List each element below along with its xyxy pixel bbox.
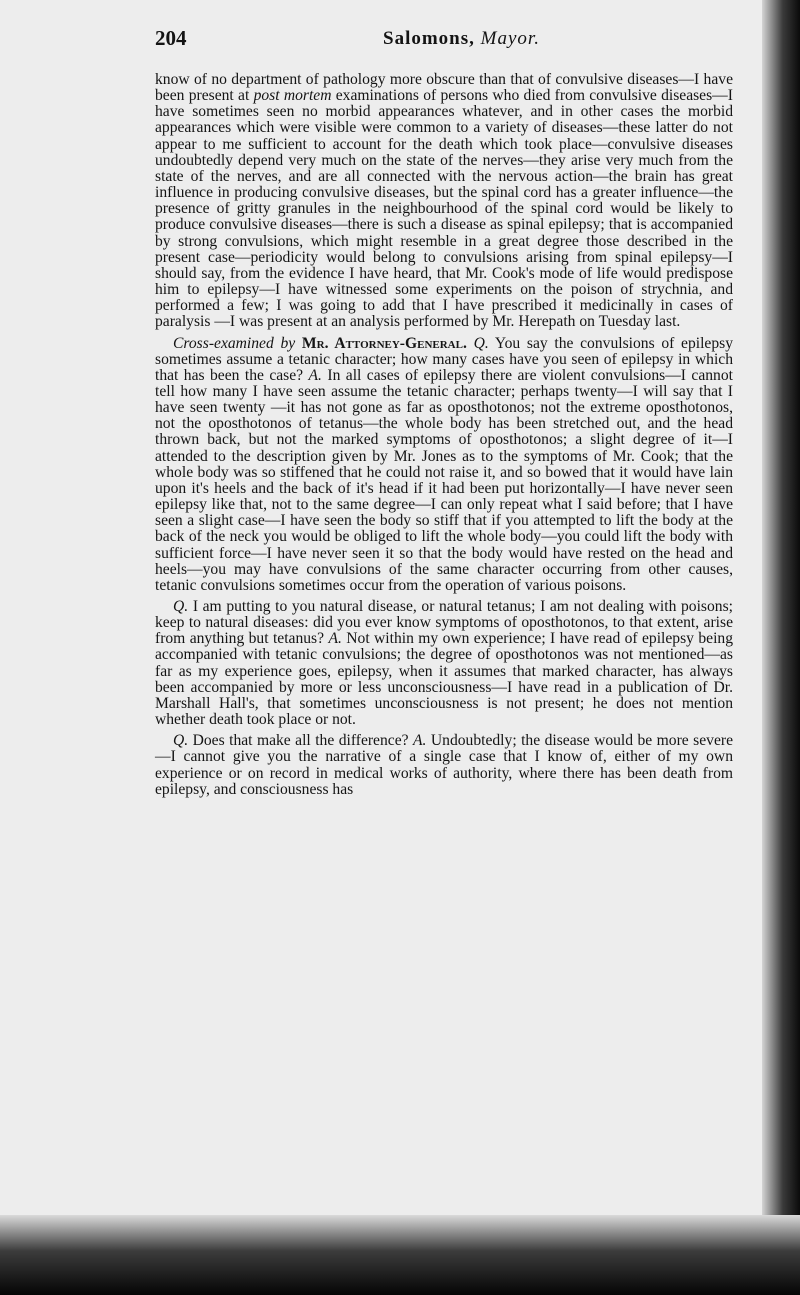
text-span: You say the convulsions of epilepsy sometimes assume a tetanic character; how many cases have you seen of epilepsy in which that has been the case? xyxy=(155,334,734,384)
italic-text: Cross-examined by xyxy=(173,334,296,352)
question-marker: Q. xyxy=(473,334,489,352)
running-title-role: Mayor. xyxy=(480,28,540,49)
paragraph-4 xyxy=(155,733,733,798)
text-span: Undoubtedly; the disease would be more severe—I cannot give you the narrative of a single case that I know of, either of my own experience or on record in medical works of authority, where there has been death from epilepsy, and consciousness has xyxy=(155,732,733,798)
italic-text: post mortem xyxy=(253,87,332,105)
examiner-name: Mr. Attorney-General. xyxy=(301,334,467,352)
text-span: Not within my own experience; I have read of epilepsy being accompanied with tetanic convulsions; the degree of oposthotonos was not mentioned—as far as my experience goes, epilepsy, when it assumes that marked character, has always been accompanied by more or less unconsciousness—I have read in a publication of Dr. Marshall Hall's, that sometimes unconsciousness is not present; he does not mention whether death took place or not. xyxy=(155,630,733,729)
text-span: I am putting to you natural disease, or natural tetanus; I am not dealing with poisons; keep to natural diseases: did you ever know symptoms of oposthotonos, to that extent, arise from anything but tetanus? xyxy=(155,598,733,648)
text-span: examinations of persons who died from convulsive diseases—I have sometimes seen no morbid appearances whatever, and in other cases the morbid appearances which were visible were common to a variety of diseases—these latter do not appear to me sufficient to account for the death which took place—convulsive diseases undoubtedly depend very much on the state of the nerves—they arise very much from the state of the nerves, and are all connected with the nervous action—the brain has great influence in producing convulsive diseases, but the spinal cord has a greater influence—the presence of gritty granules in the neighbourhood of the spinal cord would be likely to produce convulsive diseases—there is such a disease as spinal epilepsy; that is accompanied by strong convulsions, which might resemble in a great degree those described in the present case—periodicity would belong to convulsions arising from spinal epilepsy—I should say, from the evidence I have heard, that Mr. Cook's mode of life would predispose him to epilepsy—I have witnessed some experiments on the poison of strychnia, and performed a few; I was going to add that I have prescribed it medicinally in cases of paralysis —I was present at an analysis performed by Mr. Herepath on Tuesday last. xyxy=(155,87,733,331)
page-body xyxy=(155,72,733,803)
page-header xyxy=(155,26,755,56)
paragraph-1 xyxy=(155,72,733,331)
running-title-name: Salomons, xyxy=(383,28,475,49)
question-marker: Q. xyxy=(173,598,189,615)
answer-marker: A. xyxy=(413,732,427,750)
text-span: Does that make all the difference? xyxy=(192,732,409,750)
question-marker: Q. xyxy=(173,732,189,750)
paragraph-3 xyxy=(155,599,733,728)
paragraph-cross-examination xyxy=(155,336,733,595)
scan-bottom-shadow xyxy=(0,1215,800,1295)
answer-marker: A. xyxy=(308,366,322,384)
answer-marker: A. xyxy=(328,630,342,648)
text-span: know of no department of pathology more obscure than that of convulsive diseases—I have been present at xyxy=(155,71,733,105)
page-edge-shadow xyxy=(762,0,800,1295)
running-title xyxy=(383,28,540,50)
text-span: In all cases of epilepsy there are violent convulsions—I cannot tell how many I have seen assume the tetanic character; perhaps twenty—I will say that I have seen twenty —it has not gone as far as oposthotonos; not the extreme oposthotonos, not the oposthotonos of tetanus—the whole body has been stretched out, and the head thrown back, but not the marked symptoms of oposthotonos; a slight degree of it—I attended to the description given by Mr. Jones as to the symptoms of Mr. Cook; that the whole body was so stiffened that he could not raise it, and so bowed that it would have lain upon it's heels and the back of it's head if it had been put horizontally—I have never seen epilepsy like that, not to the same degree—I can only repeat what I said before; that I have seen a slight case—I have seen the body so stiff that if you attempted to lift the body at the back of the neck you would be obliged to lift the whole body—you could lift the body with sufficient force—I have never seen it so that the body would have rested on the head and heels—you may have convulsions of the same character occurring from other causes, tetanic convulsions sometimes occur from the operation of various poisons. xyxy=(155,366,733,594)
page-number: 204 xyxy=(155,26,187,50)
